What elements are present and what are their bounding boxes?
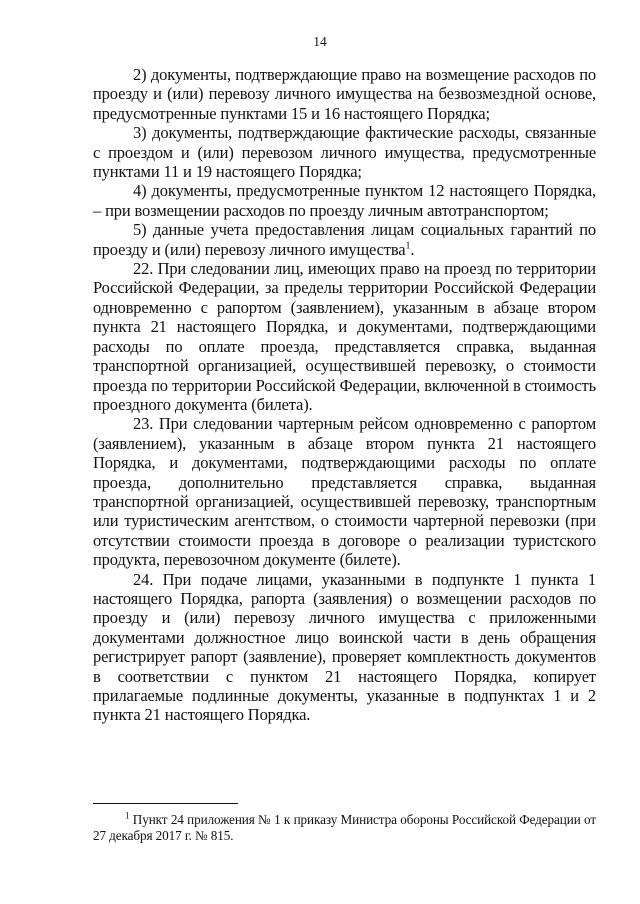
paragraph-24: 24. При подаче лицами, указанными в подпункте 1 пункта 1 настоящего Порядка, рапорта (заявления) о возмещении расходов по проезду и (или) перевозу личного имущества с приложенными документами должностное лицо воинской части в день обращения регистрирует рапорт (заявление), проверяет комплектность документов в соответствии с пунктом 21 настоящего Порядка, копирует прилагаемые подлинные документы, указанные в подпунктах 1 и 2 пункта 21 настоящего Порядка. <box>93 569 596 725</box>
paragraph-22: 22. При следовании лиц, имеющих право на проезд по территории Российской Федерации, за пределы территории Российской Федерации одновременно с рапортом (заявлением), указанным в абзаце втором пункта 21 настоящего Порядка, и документами, подтверждающими расходы по оплате проезда, представляется справка, выданная транспортной организацией, осуществившей перевозку, о стоимости проезда по территории Российской Федерации, включенной в стоимость проездного документа (билета). <box>93 259 596 414</box>
page-number: 14 <box>313 34 327 49</box>
body-text <box>93 65 596 725</box>
paragraph-item-5-end: . <box>410 239 415 259</box>
paragraph-item-5-text: 5) данные учета предоставления лицам социальных гарантий по проезду и (или) перевозу личного имущества <box>93 220 596 259</box>
paragraph-item-3: 3) документы, подтверждающие фактические расходы, связанные с проездом и (или) перевозом личного имущества, предусмотренные пунктами 11 и 19 настоящего Порядка; <box>93 123 596 182</box>
paragraph-item-4: 4) документы, предусмотренные пунктом 12 настоящего Порядка, – при возмещении расходов по проезду личным автотранспортом; <box>93 181 596 220</box>
footnote-reference[interactable]: 1 <box>405 240 411 252</box>
paragraph-23: 23. При следовании чартерным рейсом одновременно с рапортом (заявлением), указанным в абзаце втором пункта 21 настоящего Порядка, и документами, подтверждающими расходы по оплате проезда, дополнительно представляется справка, выданная транспортной организацией, осуществившей перевозку, транспортным или туристическим агентством, о стоимости чартерной перевозки (при отсутствии стоимости проезда в договоре о реализации туристского продукта, перевозочном документе (билете). <box>93 414 596 570</box>
footnote <box>93 812 596 844</box>
paragraph-item-5 <box>93 220 596 259</box>
paragraph-item-2: 2) документы, подтверждающие право на возмещение расходов по проезду и (или) перевозу личного имущества на безвозмездной основе, предусмотренные пунктами 15 и 16 настоящего Порядка; <box>93 65 596 123</box>
footnote-divider <box>93 803 238 804</box>
footnote-mark: 1 <box>125 810 130 821</box>
footnote-text: Пункт 24 приложения № 1 к приказу Министра обороны Российской Федерации от 27 декабря 2017 г. № 815. <box>93 812 596 843</box>
